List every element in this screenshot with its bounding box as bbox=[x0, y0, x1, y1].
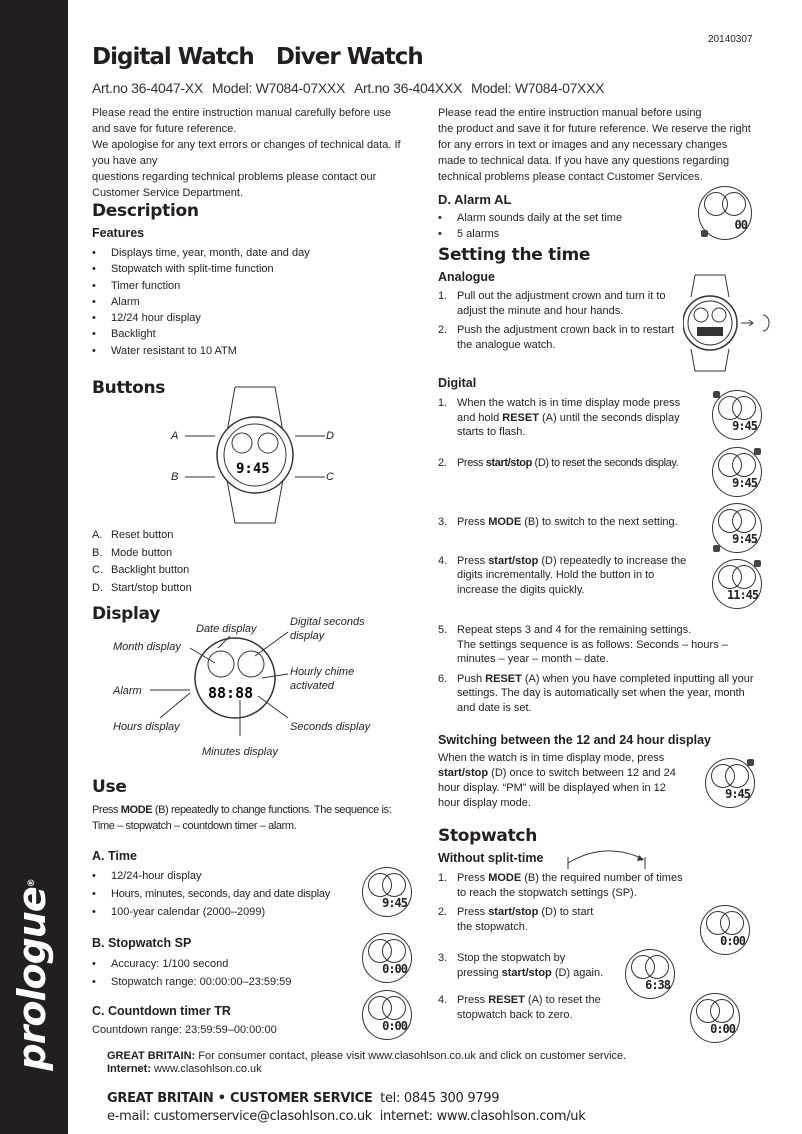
list-item bbox=[92, 528, 192, 543]
list-item: • Displays time, year, month, date and day bbox=[92, 245, 392, 261]
analogue-steps bbox=[438, 289, 676, 357]
list-item: • 12/24-hour display bbox=[92, 867, 354, 885]
watch-display: 0:00 bbox=[720, 934, 745, 948]
list-item: • Accuracy: 1/100 second bbox=[92, 955, 352, 973]
step-bold: RESET bbox=[485, 672, 522, 685]
key: A. bbox=[92, 529, 103, 541]
step-text: Press bbox=[457, 456, 486, 469]
display-heading: Display bbox=[92, 604, 160, 624]
time-heading: A. Time bbox=[92, 849, 137, 863]
stopwatch-heading: Stopwatch bbox=[438, 826, 538, 846]
label-month-display: Month display bbox=[113, 641, 181, 653]
text: Press bbox=[92, 804, 121, 816]
document-date: 20140307 bbox=[708, 34, 753, 45]
art-overlay-b: Model: W7084-07XXX bbox=[471, 80, 605, 96]
internet-link[interactable]: www.clasohlson.co.uk bbox=[151, 1063, 262, 1075]
step-text: Push bbox=[457, 672, 486, 685]
step-text: Repeat steps 3 and 4 for the remaining settings. bbox=[457, 624, 692, 636]
intro-line: technical problems please contact Customer Services. bbox=[438, 171, 703, 183]
title-a: Digital Watch bbox=[92, 44, 254, 70]
watch-display: 11:45 bbox=[727, 588, 759, 602]
label-date-display: Date display bbox=[196, 623, 257, 635]
footer-customer-service bbox=[107, 1090, 585, 1126]
list-item bbox=[92, 563, 192, 578]
step-text: Press bbox=[457, 554, 489, 567]
step-text: Press bbox=[457, 872, 489, 884]
label-hourly-chime: Hourly chime activated bbox=[290, 666, 355, 692]
label-digital-seconds: Digital seconds display bbox=[290, 616, 365, 642]
watch-display: 0:00 bbox=[710, 1022, 735, 1036]
intro-line: Please read the entire instruction manual carefully before use and save for future reference. bbox=[92, 107, 392, 135]
button-marker-icon bbox=[747, 759, 754, 766]
step: 4. Press RESET (A) to reset the stopwatch back to zero. bbox=[438, 994, 601, 1021]
step-bold: RESET bbox=[502, 411, 539, 424]
setting-heading: Setting the time bbox=[438, 245, 591, 265]
intro-line: questions regarding technical problems please contact our Customer Service Department. bbox=[92, 171, 377, 199]
step: 1. When the watch is in time display mode press and hold RESET (A) until the seconds display starts to flash. bbox=[438, 397, 681, 438]
intro-line: the product and save it for future reference. We reserve the right bbox=[438, 123, 751, 135]
key: B. bbox=[92, 546, 103, 559]
watch-time-illustration bbox=[362, 867, 412, 917]
step-bold: start/stop bbox=[488, 554, 539, 567]
button-marker-icon bbox=[754, 560, 761, 567]
list-item: • Timer function bbox=[92, 278, 392, 294]
digital-heading: Digital bbox=[438, 376, 477, 390]
text-bold: start/stop bbox=[438, 767, 489, 779]
list-item: • 5 alarms bbox=[438, 226, 688, 242]
step: 3. Press MODE (B) to switch to the next setting. bbox=[438, 516, 678, 528]
watch-stopwatch-reset bbox=[690, 993, 740, 1043]
stopwatch-sp-heading: B. Stopwatch SP bbox=[92, 936, 192, 950]
watch-switching-illustration bbox=[705, 758, 755, 808]
step-text: (B) the required number of times to reach the stopwatch settings (SP). bbox=[457, 872, 683, 899]
features-list bbox=[92, 245, 392, 359]
watch-display: 9:45 bbox=[732, 476, 757, 490]
button-marker-icon bbox=[713, 545, 720, 552]
display-digits: 88:88 bbox=[208, 684, 254, 702]
watch-stopwatch-stop bbox=[625, 949, 675, 999]
step-bold: MODE bbox=[488, 872, 522, 884]
button-marker-icon bbox=[713, 391, 720, 398]
step: 4. Press start/stop (D) repeatedly to increase the digits incrementally. Hold the button in to increase the digits quickly. bbox=[438, 554, 687, 596]
list-item: • Alarm bbox=[92, 294, 392, 310]
list-item: • 12/24 hour display bbox=[92, 310, 392, 326]
watch-countdown-illustration bbox=[362, 990, 412, 1040]
telephone: tel: 0845 300 9799 bbox=[380, 1091, 500, 1106]
gb-label: GREAT BRITAIN: bbox=[107, 1050, 196, 1062]
use-text bbox=[92, 802, 432, 834]
watch-display: 0:00 bbox=[382, 962, 407, 976]
step-bold: RESET bbox=[488, 994, 525, 1006]
watch-alarm-illustration bbox=[698, 186, 752, 240]
watch-crown-illustration bbox=[683, 273, 773, 373]
step: 2. Press start/stop (D) to start the stopwatch. bbox=[438, 906, 594, 933]
watch-step3-illustration bbox=[712, 503, 762, 553]
intro-line: made to technical data. If you have any questions regarding bbox=[438, 155, 730, 167]
countdown-heading: C. Countdown timer TR bbox=[92, 1004, 231, 1018]
model-no: Model: W7084-07XXX bbox=[211, 80, 345, 96]
step: 2. Press start/stop (D) to reset the seconds display. bbox=[438, 456, 679, 469]
split-time-arc-icon bbox=[565, 845, 655, 869]
step-text: (B) to switch to the next setting. bbox=[521, 516, 678, 528]
list-item: • Water resistant to 10 ATM bbox=[92, 343, 392, 359]
watch-display: 9:45 bbox=[725, 787, 750, 801]
title bbox=[92, 44, 423, 70]
brand-name: prologue bbox=[10, 887, 54, 1071]
cs-label: GREAT BRITAIN • CUSTOMER SERVICE bbox=[107, 1091, 373, 1106]
step-text: (D) to reset the seconds display. bbox=[531, 456, 679, 469]
watch-step2-illustration bbox=[712, 447, 762, 497]
countdown-range: Countdown range: 23:59:59–00:00:00 bbox=[92, 1024, 277, 1036]
watch-display: 6:38 bbox=[645, 978, 670, 992]
text-bold: MODE bbox=[120, 804, 153, 816]
step: 2. Push the adjustment crown back in to restart the analogue watch. bbox=[438, 324, 675, 351]
switching-text bbox=[438, 751, 688, 811]
digital-steps-continued bbox=[438, 623, 758, 720]
step: 3. Stop the stopwatch by pressing start/stop (D) again. bbox=[438, 952, 604, 979]
step-bold: start/stop bbox=[501, 966, 552, 979]
label-c: C bbox=[326, 471, 334, 483]
switching-heading: Switching between the 12 and 24 hour display bbox=[438, 733, 711, 747]
watch-stopwatch-start bbox=[700, 905, 750, 955]
text: Mode button bbox=[111, 546, 173, 559]
intro-text-a bbox=[92, 105, 412, 201]
watch-stopwatch-sp-illustration bbox=[362, 933, 412, 983]
intro-line: We apologise for any text errors or changes of technical data. If you have any bbox=[92, 139, 401, 167]
step-text: (A) to reset the stopwatch back to zero. bbox=[457, 994, 601, 1021]
step-text: When the watch is in time display mode press and hold bbox=[457, 397, 681, 424]
step-text: (D) repeatedly to increase the digits incrementally. Hold the button in to increase the digits quickly. bbox=[457, 554, 687, 596]
text: Backlight button bbox=[111, 564, 190, 576]
buttons-heading: Buttons bbox=[92, 378, 166, 398]
label-a: A bbox=[171, 430, 179, 442]
alarm-list bbox=[438, 210, 688, 243]
list-item bbox=[92, 581, 192, 596]
brand-logo: prologue® bbox=[10, 879, 54, 1071]
footer-contact bbox=[107, 1050, 626, 1076]
step-text: Push the adjustment crown back in to restart the analogue watch. bbox=[457, 324, 675, 351]
label-minutes-display: Minutes display bbox=[202, 746, 278, 758]
step-text: (D) again. bbox=[551, 966, 604, 979]
list-item: • Stopwatch range: 00:00:00–23:59:59 bbox=[92, 973, 352, 991]
step-text: (A) until the seconds display starts to flash. bbox=[457, 411, 680, 438]
step-bold: MODE bbox=[488, 516, 522, 528]
step-text: (D) to start the stopwatch. bbox=[457, 906, 594, 933]
time-list bbox=[92, 867, 354, 921]
watch-display: 00 bbox=[734, 218, 747, 232]
button-marker-icon bbox=[701, 230, 708, 237]
step-text: Pull out the adjustment crown and turn it to adjust the minute and hour hands. bbox=[457, 290, 666, 317]
watch-display: 0:00 bbox=[382, 1019, 407, 1033]
use-heading: Use bbox=[92, 777, 127, 797]
list-item: • Backlight bbox=[92, 326, 392, 342]
alarm-heading: D. Alarm AL bbox=[438, 192, 512, 207]
watch-display: 9:45 bbox=[382, 896, 407, 910]
watch-step1-illustration bbox=[712, 390, 762, 440]
watch-step4-illustration bbox=[712, 559, 762, 609]
step-text: Press bbox=[457, 994, 489, 1006]
website-link[interactable]: internet: www.clasohlson.com/uk bbox=[379, 1109, 586, 1124]
intro-line: Please read the entire instruction manual before using bbox=[438, 107, 702, 119]
text: Start/stop button bbox=[111, 581, 192, 594]
list-item: • Hours, minutes, seconds, day and date display bbox=[92, 885, 354, 903]
label-b: B bbox=[171, 471, 179, 483]
title-overlay: Diver Watch bbox=[275, 44, 423, 70]
art-overlay-a: Art.no 36-404XXX bbox=[353, 80, 463, 96]
art-no: Art.no 36-4047-XX bbox=[92, 80, 203, 96]
key: C. bbox=[92, 564, 103, 576]
step-text: (A) when you have completed inputting all your settings. The day is automatically set when the year, month and date is set. bbox=[457, 672, 754, 714]
article-number bbox=[92, 80, 604, 96]
features-heading: Features bbox=[92, 226, 145, 240]
key: D. bbox=[92, 581, 103, 594]
email-link[interactable]: e-mail: customerservice@clasohlson.co.uk bbox=[107, 1109, 373, 1124]
label-hours-display: Hours display bbox=[113, 721, 180, 733]
list-item: • 100-year calendar (2000–2099) bbox=[92, 903, 354, 921]
description-heading: Description bbox=[92, 201, 199, 221]
step-bold: start/stop bbox=[485, 456, 532, 469]
digital-steps bbox=[438, 396, 690, 602]
list-item bbox=[92, 546, 192, 561]
step-bold: start/stop bbox=[488, 906, 539, 918]
watch-display: 9:45 bbox=[732, 532, 757, 546]
list-item: • Alarm sounds daily at the set time bbox=[438, 210, 688, 226]
stopwatch-sp-list bbox=[92, 955, 352, 991]
step-text: Press bbox=[457, 906, 489, 918]
label-seconds-display: Seconds display bbox=[290, 721, 371, 733]
text: Time – stopwatch – countdown timer – alarm. bbox=[92, 820, 297, 832]
analogue-heading: Analogue bbox=[438, 270, 495, 284]
text: When the watch is in time display mode, press bbox=[438, 752, 665, 764]
text: Reset button bbox=[111, 529, 174, 541]
buttons-list bbox=[92, 528, 192, 600]
step: 1. Press MODE (B) the required number of times to reach the stopwatch settings (SP). bbox=[438, 872, 683, 899]
stopwatch-subheading: Without split-time bbox=[438, 851, 544, 865]
intro-text-b bbox=[438, 105, 773, 185]
step-text: Stop the stopwatch by pressing bbox=[457, 952, 566, 979]
watch-display: 9:45 bbox=[732, 419, 757, 433]
label-d: D bbox=[326, 430, 334, 442]
step: 5. Repeat steps 3 and 4 for the remaining settings. The settings sequence is as follows: Seconds – hours – minutes – year – month – date. bbox=[438, 624, 728, 665]
label-alarm: Alarm bbox=[113, 685, 142, 697]
step: 6. Push RESET (A) when you have completed inputting all your settings. The day is automatically set when the year, month and date is set. bbox=[438, 672, 754, 714]
intro-line: for any errors in text or images and any necessary changes bbox=[438, 139, 728, 151]
step: 1. Pull out the adjustment crown and turn it to adjust the minute and hour hands. bbox=[438, 290, 666, 317]
text: (B) repeatedly to change functions. The sequence is: bbox=[152, 804, 392, 816]
text: (D) once to switch between 12 and 24 hour display. “PM” will be displayed when in 12 hour display mode. bbox=[438, 767, 676, 809]
list-item: • Stopwatch with split-time function bbox=[92, 261, 392, 277]
step-text: Press bbox=[457, 516, 489, 528]
gb-text: For consumer contact, please visit www.clasohlson.co.uk and click on customer service. bbox=[195, 1050, 627, 1062]
internet-label: Internet: bbox=[107, 1063, 151, 1075]
step-text: The settings sequence is as follows: Seconds – hours – minutes – year – month – date. bbox=[457, 638, 728, 665]
watch-display: 9:45 bbox=[236, 461, 270, 477]
watch-buttons-diagram bbox=[170, 385, 340, 525]
button-marker-icon bbox=[754, 448, 761, 455]
